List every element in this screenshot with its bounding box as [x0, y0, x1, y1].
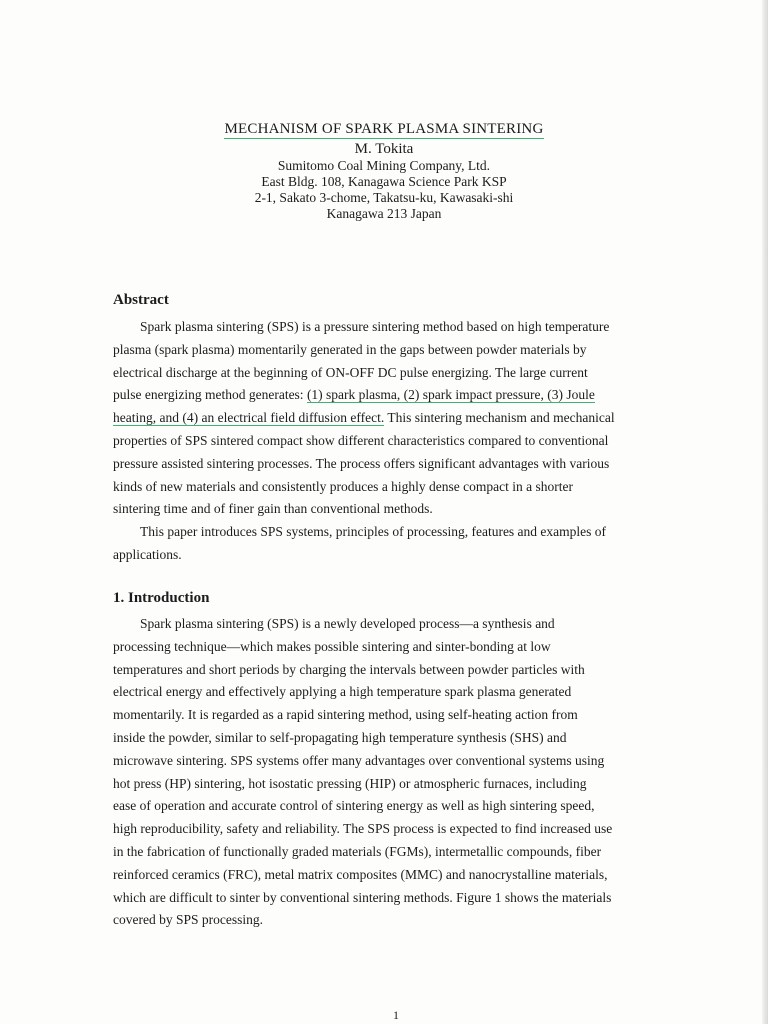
- abstract-line: electrical discharge at the beginning of ON-OFF DC pulse energizing. The large current: [113, 364, 588, 380]
- highlighted-effects: (1) spark plasma, (2) spark impact pressure, (3) Joule: [306, 387, 595, 403]
- affiliation-line: Kanagawa 213 Japan: [326, 206, 442, 221]
- intro-line: temperatures and short periods by charging the intervals between powder particles with: [113, 661, 585, 677]
- intro-line: hot press (HP) sintering, hot isostatic pressing (HIP) or atmospheric furnaces, including: [113, 775, 587, 791]
- page-number: 1: [393, 1008, 399, 1022]
- intro-line: high reproducibility, safety and reliability. The SPS process is expected to find increased use: [113, 821, 613, 837]
- abstract-heading: Abstract: [113, 292, 169, 308]
- intro-line: which are difficult to sinter by conventional sintering methods. Figure 1 shows the materials: [113, 889, 612, 905]
- abstract-line: [113, 384, 673, 407]
- paper-header: [0, 121, 768, 222]
- abstract-line-text: pulse energizing method generates:: [113, 387, 307, 403]
- introduction-body: [113, 613, 673, 932]
- abstract-line: properties of SPS sintered compact show different characteristics compared to conventional: [113, 432, 609, 448]
- intro-line: inside the powder, similar to self-propagating high temperature synthesis (SHS) and: [113, 729, 567, 745]
- abstract-line: [113, 407, 673, 430]
- abstract-line: plasma (spark plasma) momentarily generated in the gaps between powder materials by: [113, 341, 587, 357]
- intro-line: covered by SPS processing.: [113, 912, 263, 928]
- abstract-line: applications.: [113, 546, 182, 562]
- abstract-line: pressure assisted sintering processes. The process offers significant advantages with various: [113, 455, 610, 471]
- abstract-line: Spark plasma sintering (SPS) is a pressure sintering method based on high temperature: [140, 319, 610, 334]
- intro-line: microwave sintering. SPS systems offer many advantages over conventional systems using: [113, 752, 605, 768]
- introduction-heading: 1. Introduction: [113, 590, 210, 606]
- intro-line: reinforced ceramics (FRC), metal matrix composites (MMC) and nanocrystalline materials,: [113, 866, 608, 882]
- abstract-line-text: This sintering mechanism and mechanical: [384, 410, 615, 426]
- intro-line: processing technique—which makes possible sintering and sinter-bonding at low: [113, 638, 551, 654]
- intro-line: electrical energy and effectively applying a high temperature spark plasma generated: [113, 684, 572, 700]
- abstract-line: sintering time and of finer gain than conventional methods.: [113, 501, 433, 517]
- intro-line: in the fabrication of functionally graded materials (FGMs), intermetallic compounds, fiber: [113, 843, 602, 859]
- intro-line: ease of operation and accurate control of sintering energy as well as high sintering speed,: [113, 798, 595, 814]
- intro-line: Spark plasma sintering (SPS) is a newly developed process—a synthesis and: [140, 616, 555, 631]
- affiliation-line: East Bldg. 108, Kanagawa Science Park KSP: [261, 174, 507, 189]
- abstract-line: This paper introduces SPS systems, principles of processing, features and examples of: [140, 524, 607, 540]
- paper-title: MECHANISM OF SPARK PLASMA SINTERING: [224, 121, 544, 137]
- affiliation-line: 2-1, Sakato 3-chome, Takatsu-ku, Kawasaki-shi: [254, 190, 514, 205]
- highlighted-effects: heating, and (4) an electrical field diffusion effect.: [113, 410, 385, 426]
- abstract-line: kinds of new materials and consistently produces a highly dense compact in a shorter: [113, 478, 574, 494]
- author-name: M. Tokita: [354, 141, 414, 157]
- affiliation-line: Sumitomo Coal Mining Company, Ltd.: [277, 158, 491, 173]
- abstract-body: [113, 316, 673, 567]
- intro-line: momentarily. It is regarded as a rapid sintering method, using self-heating action from: [113, 707, 578, 723]
